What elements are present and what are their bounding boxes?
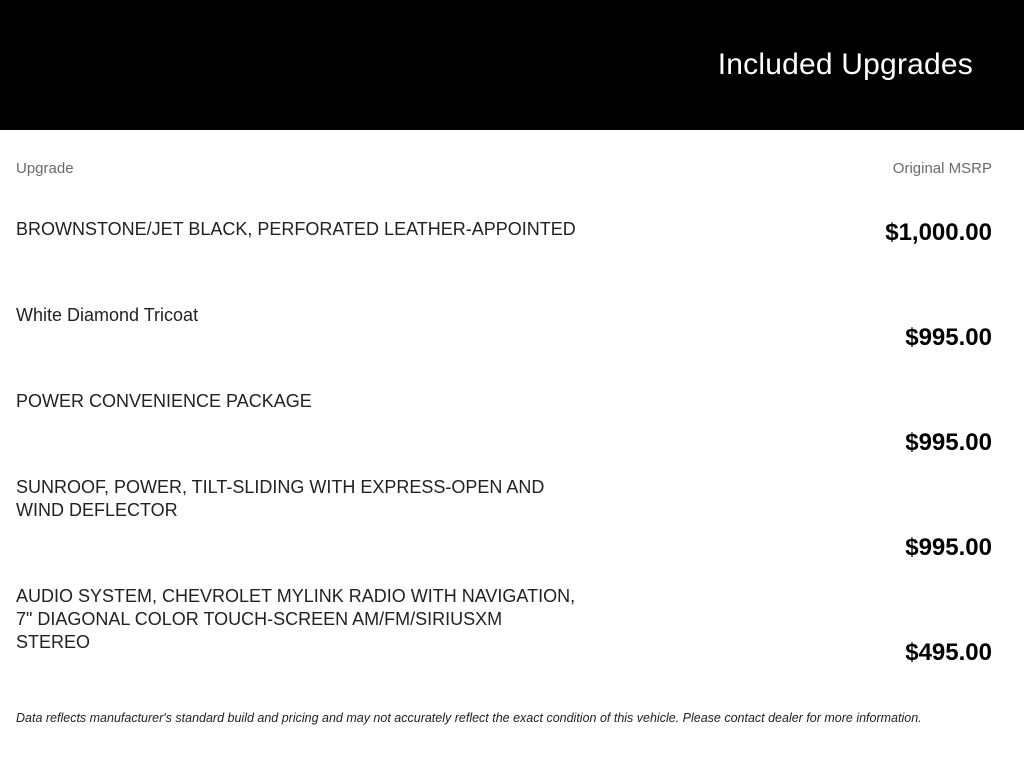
table-row [581,613,992,718]
table-row [581,403,992,508]
page-header [0,0,1024,130]
table-row [581,298,992,403]
column-header-original-msrp: Original MSRP [892,160,992,177]
upgrade-price: $995.00 [905,534,992,561]
table-column-headers [16,160,992,177]
table-row [581,508,992,613]
upgrade-names-column [16,193,581,718]
page-title: Included Upgrades [717,48,973,81]
upgrade-price: $495.00 [905,639,992,666]
table-row [581,193,992,298]
disclaimer-text: Data reflects manufacturer's standard build and pricing and may not accurately reflect the exact condition of this vehicle. Please contact dealer for more information. [16,711,922,725]
upgrade-name: POWER CONVENIENCE PACKAGE [16,391,312,411]
upgrade-name: BROWNSTONE/JET BLACK, PERFORATED LEATHER-APPOINTED [16,219,576,239]
table-body [16,193,992,718]
column-header-upgrade: Upgrade [16,160,74,177]
upgrade-price: $995.00 [905,324,992,351]
upgrade-price: $995.00 [905,429,992,456]
upgrade-name: SUNROOF, POWER, TILT-SLIDING WITH EXPRESS-OPEN AND WIND DEFLECTOR [16,477,545,520]
upgrades-table [0,160,1024,726]
upgrade-prices-column [581,193,992,718]
upgrade-price: $1,000.00 [885,219,992,246]
upgrade-name: White Diamond Tricoat [16,305,199,325]
upgrade-name: AUDIO SYSTEM, CHEVROLET MYLINK RADIO WITH NAVIGATION, 7" DIAGONAL COLOR TOUCH-SCREEN AM/FM/SIRIUSXM STEREO [16,586,576,652]
